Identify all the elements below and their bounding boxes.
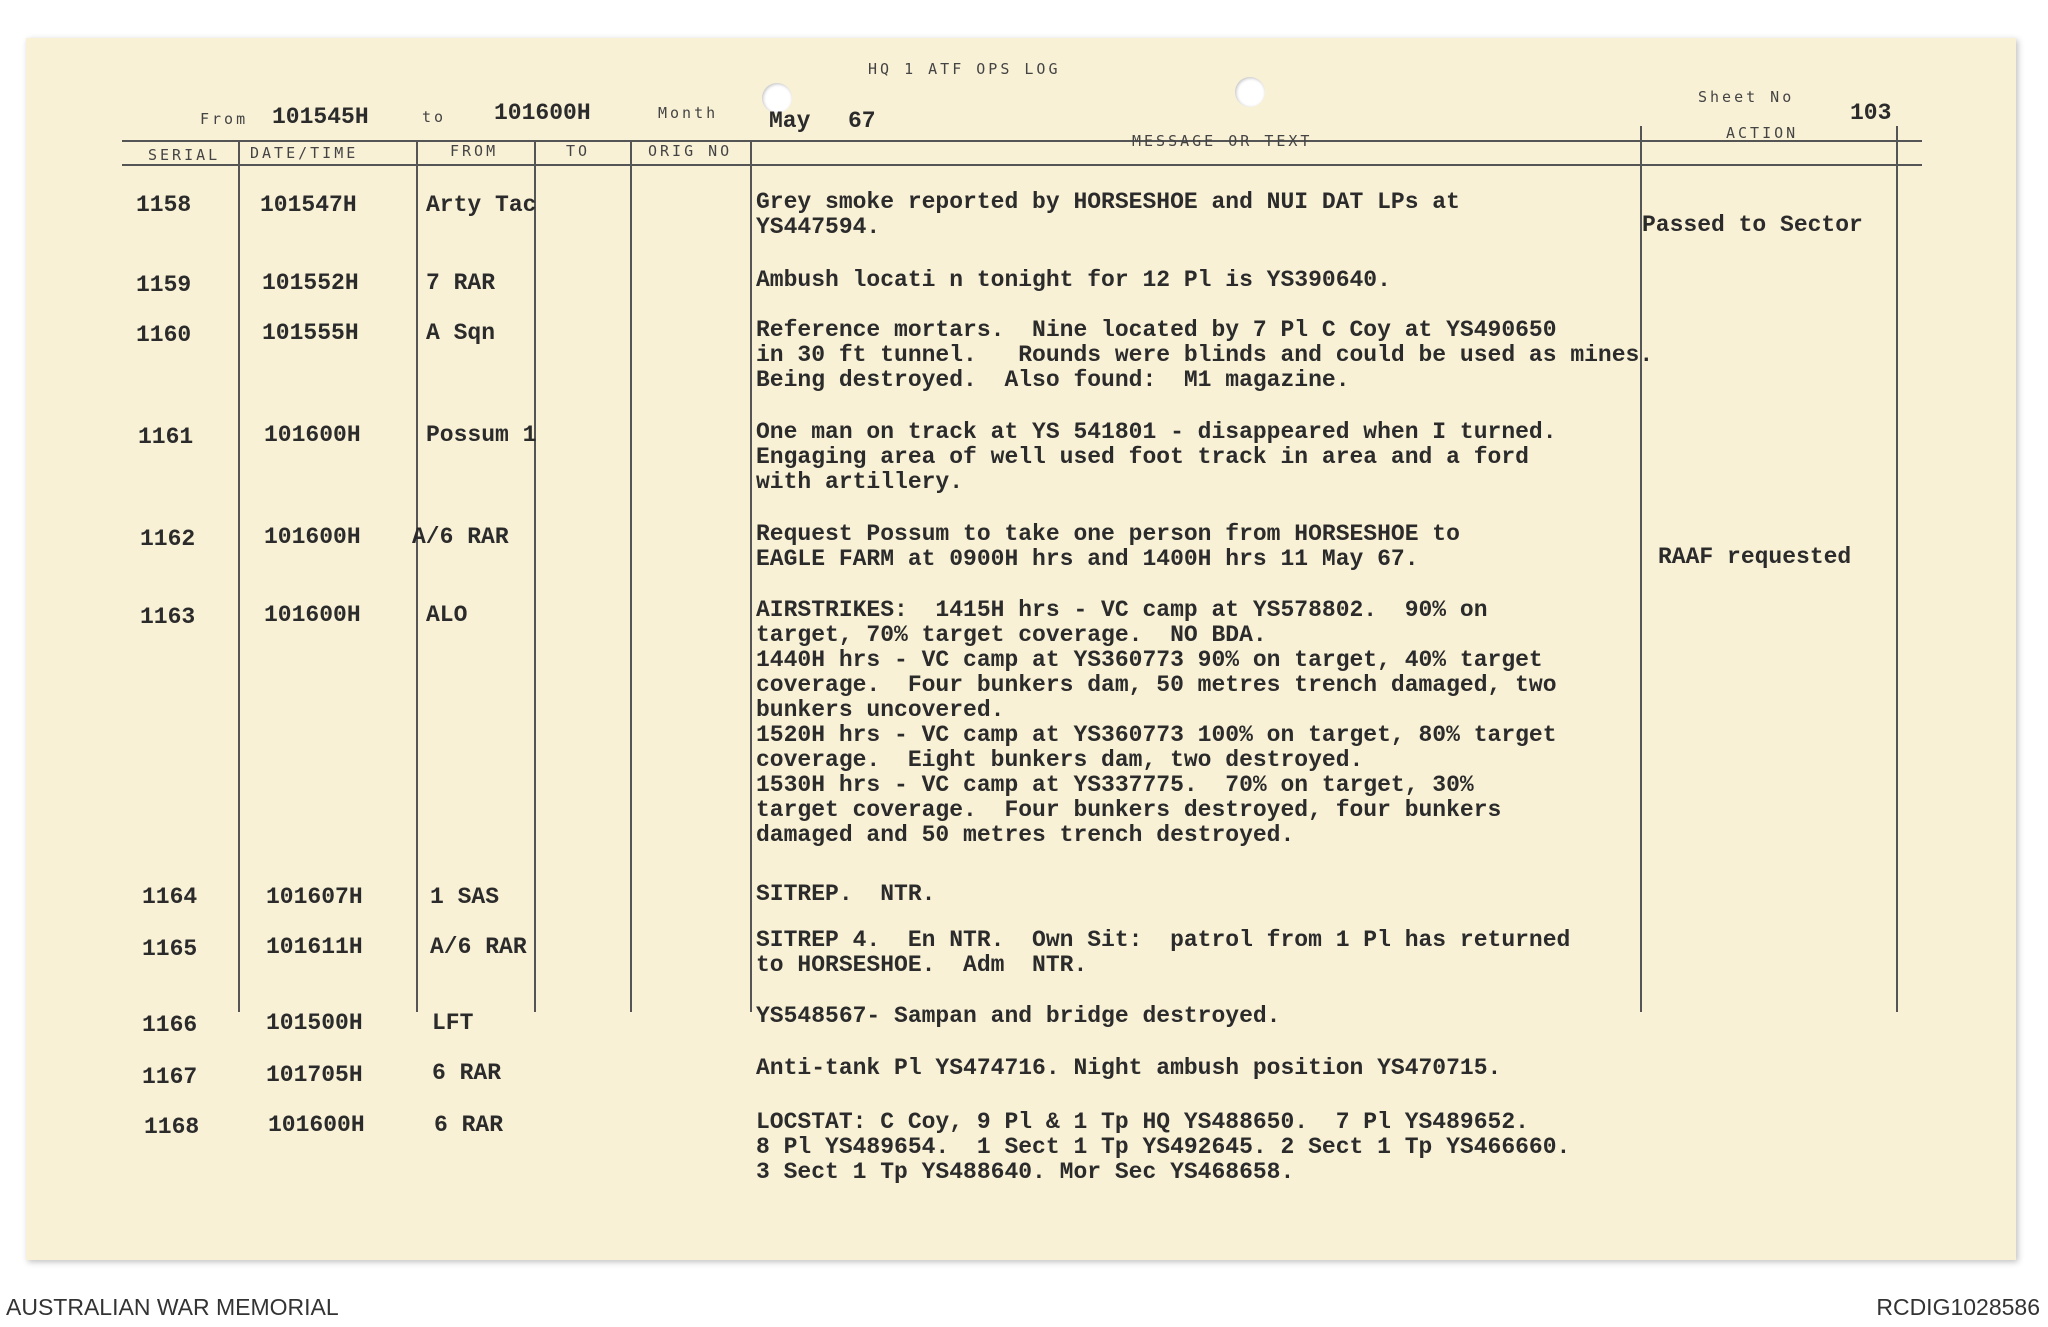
entry-from: Possum 1	[426, 422, 537, 448]
entry-message: One man on track at YS 541801 - disappeared when I turned. Engaging area of well used foot track in area and a ford with artillery.	[756, 419, 1557, 495]
entry-from: ALO	[426, 602, 468, 628]
entry-message: YS548567- Sampan and bridge destroyed.	[756, 1003, 1281, 1029]
entry-message: LOCSTAT: C Coy, 9 Pl & 1 Tp HQ YS488650. 7 Pl YS489652. 8 Pl YS489654. 1 Sect 1 Tp YS492645. 2 Sect 1 Tp YS466660. 3 Sect 1 Tp YS488640. Mor Sec YS468658.	[756, 1109, 1571, 1185]
entry-serial: 1159	[136, 272, 192, 298]
col-header-from: FROM	[450, 142, 499, 160]
entry-datetime: 101552H	[262, 270, 359, 296]
year-value: 67	[848, 108, 876, 134]
entry-serial: 1168	[144, 1114, 200, 1140]
entry-from: A/6 RAR	[430, 934, 527, 960]
from-value: 101545H	[272, 104, 369, 130]
entry-from: 1 SAS	[430, 884, 500, 910]
entry-datetime: 101611H	[266, 934, 363, 960]
entry-serial: 1162	[140, 526, 196, 552]
col-divider-to	[630, 142, 632, 1012]
entry-action: RAAF requested	[1658, 544, 1852, 570]
entry-from: A Sqn	[426, 320, 496, 346]
header-bottom-rule	[122, 164, 1922, 166]
entry-serial: 1164	[142, 884, 198, 910]
col-header-orig-no: ORIG NO	[648, 142, 733, 160]
entry-datetime: 101547H	[260, 192, 357, 218]
log-sheet	[26, 38, 2016, 1260]
entry-message: AIRSTRIKES: 1415H hrs - VC camp at YS578802. 90% on target, 70% target coverage. NO BDA. 1440H hrs - VC camp at YS360773 90% on target, 40% target coverage. Four bunkers dam, 50 metres trench damaged, two bunkers uncovered. 1520H hrs - VC camp at YS360773 100% on target, 80% target coverage. Eight bunkers dam, two destroyed. 1530H hrs - VC camp at YS337775. 70% on target, 30% target coverage. Four bunkers destroyed, four bunkers damaged and 50 metres trench destroyed.	[756, 597, 1557, 848]
entry-from: Arty Tac	[426, 192, 537, 218]
footer-record-id: RCDIG1028586	[1876, 1294, 2040, 1320]
footer-archive-name: AUSTRALIAN WAR MEMORIAL	[6, 1294, 339, 1320]
entry-action: Passed to Sector	[1642, 212, 1863, 238]
entry-message: Ambush locati n tonight for 12 Pl is YS390640.	[756, 267, 1391, 293]
entry-from: 7 RAR	[426, 270, 496, 296]
entry-datetime: 101500H	[266, 1010, 363, 1036]
entry-from: 6 RAR	[432, 1060, 502, 1086]
entry-message: Request Possum to take one person from HORSESHOE to EAGLE FARM at 0900H hrs and 1400H hrs 11 May 67.	[756, 521, 1460, 572]
col-divider-orig	[750, 142, 752, 1012]
entry-serial: 1161	[138, 424, 194, 450]
entry-datetime: 101607H	[266, 884, 363, 910]
to-value: 101600H	[494, 100, 591, 126]
entry-from: 6 RAR	[434, 1112, 504, 1138]
entry-datetime: 101600H	[268, 1112, 365, 1138]
col-divider-from	[534, 142, 536, 1012]
entry-message: SITREP 4. En NTR. Own Sit: patrol from 1 Pl has returned to HORSESHOE. Adm NTR.	[756, 927, 1571, 978]
entry-serial: 1167	[142, 1064, 198, 1090]
entry-datetime: 101600H	[264, 524, 361, 550]
sheet-label: Sheet No	[1698, 88, 1795, 106]
col-divider-action	[1896, 126, 1898, 1012]
col-divider-datetime	[416, 142, 418, 1012]
col-header-to: TO	[566, 142, 591, 160]
log-title: HQ 1 ATF OPS LOG	[868, 60, 1061, 78]
entry-message: SITREP. NTR.	[756, 881, 936, 907]
entry-datetime: 101705H	[266, 1062, 363, 1088]
sheet-value: 103	[1850, 100, 1892, 126]
entry-serial: 1166	[142, 1012, 198, 1038]
entry-serial: 1165	[142, 936, 198, 962]
month-label: Month	[658, 104, 719, 122]
entry-message: Reference mortars. Nine located by 7 Pl C Coy at YS490650 in 30 ft tunnel. Rounds were blinds and could be used as mines. Being destroyed. Also found: M1 magazine.	[756, 317, 1654, 393]
entry-datetime: 101600H	[264, 602, 361, 628]
entry-message: Anti-tank Pl YS474716. Night ambush position YS470715.	[756, 1055, 1502, 1081]
col-header-message: MESSAGE OR TEXT	[1132, 132, 1313, 150]
col-header-datetime: DATE/TIME	[250, 144, 359, 162]
entry-datetime: 101600H	[264, 422, 361, 448]
header-top-rule	[122, 140, 1922, 142]
entry-from: A/6 RAR	[412, 524, 509, 550]
to-label: to	[422, 108, 447, 126]
entry-message: Grey smoke reported by HORSESHOE and NUI DAT LPs at YS447594.	[756, 189, 1460, 240]
entry-datetime: 101555H	[262, 320, 359, 346]
entry-serial: 1158	[136, 192, 192, 218]
col-header-serial: SERIAL	[148, 146, 221, 164]
col-header-action: ACTION	[1726, 124, 1799, 142]
from-label: From	[200, 110, 249, 128]
month-value: May	[769, 108, 811, 134]
entry-serial: 1163	[140, 604, 196, 630]
col-divider-serial	[238, 142, 240, 1012]
punch-hole-right	[1235, 77, 1265, 107]
entry-serial: 1160	[136, 322, 192, 348]
entry-from: LFT	[432, 1010, 474, 1036]
